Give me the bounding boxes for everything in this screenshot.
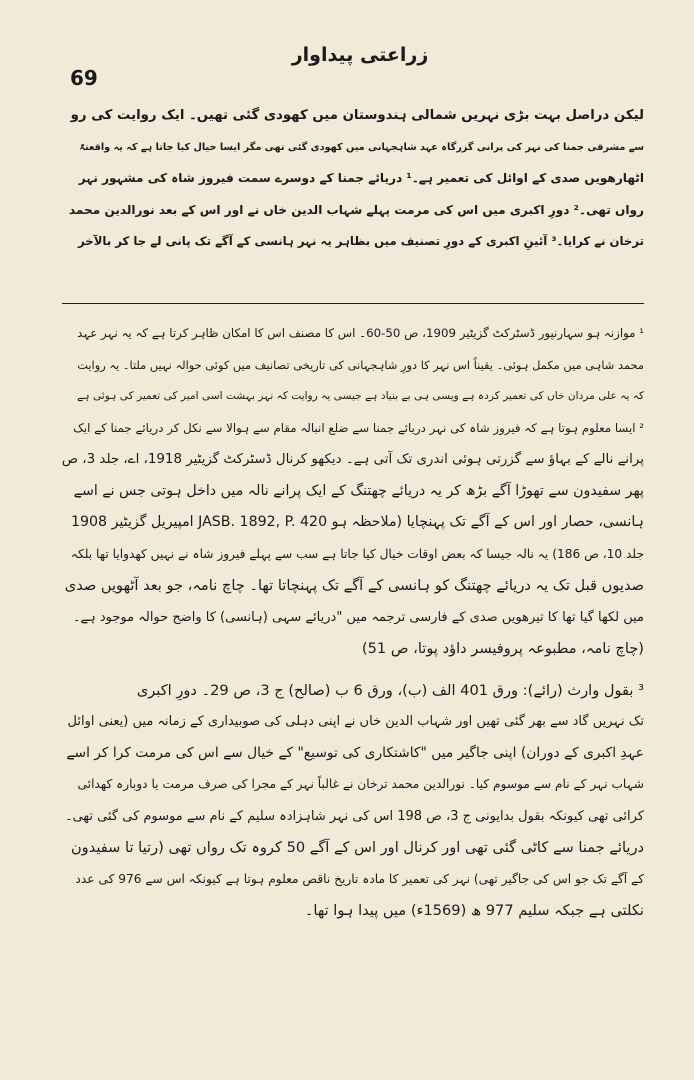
footnote-line: ہانسی، حصار اور اس کے آگے تک پہنچایا (ملاحظہ ہو JASB. 1892, P. 420 امپیریل گزیٹیر 1908: [70, 514, 644, 530]
footnote-line: دریائے جمنا سے کاٹی گئی تھی اور کرنال اور اس کے آگے 50 کروہ تک رواں تھی (رتیا تا سفیدون: [70, 839, 644, 856]
footnote-spacer: [60, 665, 644, 675]
footnote-line: جلد 10، ص 186) یہ نالہ جیسا کہ بعض اوقات خیال کیا جاتا ہے سب سے پہلے فیروز شاہ نے نہیں کھدوایا تھا بلکہ: [70, 546, 644, 561]
page-number: 69: [70, 66, 98, 90]
footnote-line: ¹ موازنہ ہو سہارنپور ڈسٹرکٹ گزیٹیر 1909، ص 50-60۔ اس کا مصنف اس کا امکان ظاہر کرتا ہے کہ یہ نہر عہد: [77, 326, 644, 340]
footnote-line: عہدِ اکبری کے دوران) اپنی جاگیر میں "کاشتکاری کی توسیع" کے خیال سے اس کی مرمت کرا کر اسے: [66, 744, 644, 761]
footnote-line: (چاچ نامہ، مطبوعہ پروفیسر داؤد پوتا، ص 51): [361, 640, 644, 657]
footnote-line: کے آگے تک جو اس کی جاگیر تھی) نہر کی تعمیر کا مادہ تاریخ ناقص معلوم ہوتا ہے کیونکہ اس سے 976 کی عدد: [75, 871, 644, 886]
footnote-line: کہ یہ علی مردان خاں کی تعمیر کردہ ہے ویسی ہی بے بنیاد ہے جیسی یہ روایت کہ نہر بہشت اسی امیر کی تعمیر کی ہوئی ہے: [77, 390, 644, 402]
footnote-line: ² ایسا معلوم ہوتا ہے کہ فیروز شاہ کی نہر دریائے جمنا سے ضلع انبالہ مقام سے ہوالا سے نکل کر دریائے جمنا کے ایک: [73, 420, 644, 435]
footnote-line: صدیوں قبل تک یہ دریائے چھتنگ کو ہانسی کے آگے تک پہنچاتا تھا۔ چاچ نامہ، جو بعد آٹھویں صدی: [64, 577, 644, 594]
footnote-line: پھر سفیدون سے تھوڑا آگے بڑھ کر یہ دریائے چھتنگ کے ایک پرانے نالہ میں داخل ہوتی جس نے اسے: [73, 482, 644, 499]
running-header: زراعتی پیداوار: [291, 44, 429, 66]
text-line: سے مشرقی جمنا کی نہر کی پرانی گزرگاہ عہد شاہجہانی میں کھودی گئی تھی مگر ایسا خیال کیا جاتا ہے کہ یہ واقعتہً: [79, 141, 644, 153]
footnote-line: ³ بقول وارث (رائے): ورق 401 الف (ب)، ورق 6 ب (صالح) ج 3، ص 29۔ دورِ اکبری: [136, 681, 644, 699]
footnote-line: نکلتی ہے جبکہ سلیم 977 ھ (1569ء) میں پیدا ہوا تھا۔: [304, 902, 644, 919]
footnote-divider: [62, 303, 644, 304]
footnote-line: تک نہریں گاد سے بھر گئی تھیں اور شہاب الدین خاں نے اپنی دہلی کی صوبیداری کے زمانہ میں (یعنی اوائل: [67, 714, 644, 729]
text-line: لیکن دراصل بہت بڑی نہریں شمالی ہندوستان میں کھودی گئی تھیں۔ ایک روایت کی رو: [70, 108, 644, 123]
text-line: رواں تھی۔² دورِ اکبری میں اس کی مرمت پہلے شہاب الدین خاں نے اور اس کے بعد نورالدین محمد: [68, 202, 644, 217]
text-line: ترخان نے کرایا۔³ آئینِ اکبری کے دورِ تصنیف میں بظاہر یہ نہر ہانسی کے آگے تک پانی لے جا کر بالآخر: [78, 234, 644, 248]
footnote-line: پرانے نالے کے بہاؤ سے گزرتی ہوئی اندری تک آتی ہے۔ دیکھو کرنال ڈسٹرکٹ گزیٹیر 1918، اے، جلد 3، ص: [61, 452, 644, 467]
footnote-line: محمد شاہی میں مکمل ہوئی۔ یقیناً اس نہر کا دورِ شاہجہانی کی تاریخی تصانیف میں کوئی حوالہ نہیں ملتا۔ یہ روایت: [77, 357, 644, 372]
footnotes: [60, 318, 644, 927]
footnote-line: شہاب نہر کے نام سے موسوم کیا۔ نورالدین محمد ترخان نے غالباً نہر کے مجرا کی صرف مرمت یا دوبارہ کھدائی: [77, 777, 644, 791]
footnote-line: کرائی تھی کیونکہ بقول بدایونی ج 3، ص 198 اس کی نہر شاہزادہ سلیم کے نام سے موسوم کی گئی تھی۔: [64, 808, 644, 824]
footnote-line: میں لکھا گیا تھا کا تیرھویں صدی کے فارسی ترجمہ میں "دریائے سہی (ہانسی) کا واضح حوالہ موجود ہے۔: [72, 609, 644, 625]
text-line: اٹھارھویں صدی کے اوائل کی تعمیر ہے۔¹ دریائے جمنا کے دوسرے سمت فیروز شاہ کی مشہور نہر: [78, 171, 644, 185]
main-text: [62, 100, 644, 258]
